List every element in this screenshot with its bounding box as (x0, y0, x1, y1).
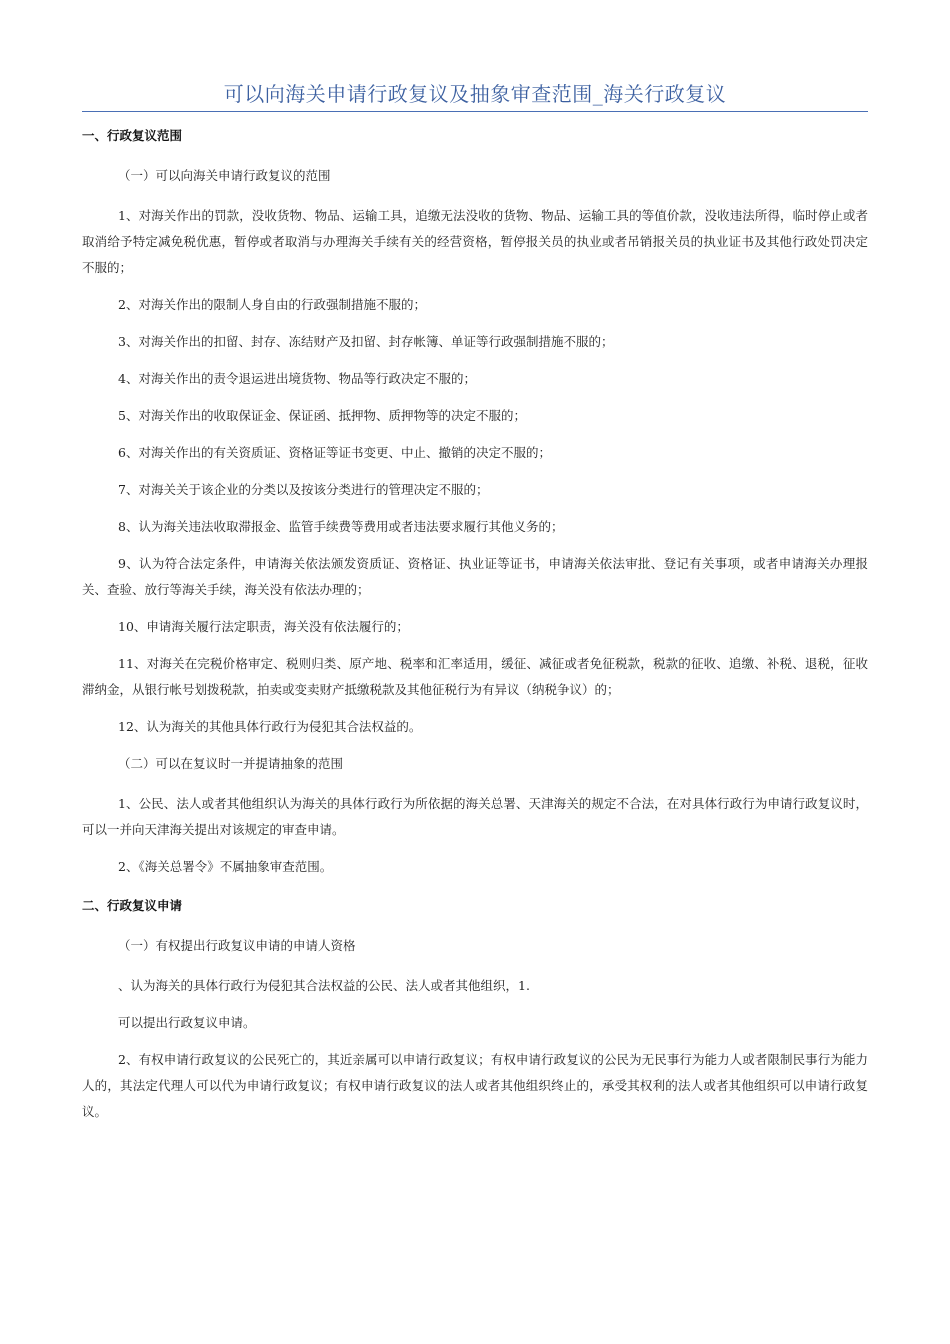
subsection-heading-1-2: （二）可以在复议时一并提请抽象的范围 (118, 756, 344, 771)
list-item: 1、公民、法人或者其他组织认为海关的具体行政行为所依据的海关总署、天津海关的规定不合法，在对具体行政行为申请行政复议时，可以一并向天津海关提出对该规定的审查申请。 (82, 796, 868, 837)
list-item: 1、对海关作出的罚款，没收货物、物品、运输工具，追缴无法没收的货物、物品、运输工具的等值价款，没收违法所得，临时停止或者取消给予特定减免税优惠，暂停或者取消与办理海关手续有关的经营资格，暂停报关员的执业或者吊销报关员的执业证书及其他行政处罚决定不服的； (82, 208, 868, 275)
list-item: 9、认为符合法定条件，申请海关依法颁发资质证、资格证、执业证等证书，申请海关依法审批、登记有关事项，或者申请海关办理报关、查验、放行等海关手续，海关没有依法办理的； (82, 556, 868, 597)
section-heading-2: 二、行政复议申请 (82, 898, 183, 913)
list-item: 2、对海关作出的限制人身自由的行政强制措施不服的； (118, 297, 426, 312)
subsection-heading-2-1: （一）有权提出行政复议申请的申请人资格 (118, 938, 356, 953)
list-item: 、认为海关的具体行政行为侵犯其合法权益的公民、法人或者其他组织，1. (118, 978, 530, 993)
list-item: 12、认为海关的其他具体行政行为侵犯其合法权益的。 (118, 719, 422, 734)
subsection-heading-1-1: （一）可以向海关申请行政复议的范围 (118, 168, 331, 183)
document-body (82, 128, 868, 1141)
title-underline (82, 111, 868, 112)
list-item: 7、对海关关于该企业的分类以及按该分类进行的管理决定不服的； (118, 482, 489, 497)
list-item: 10、申请海关履行法定职责，海关没有依法履行的； (118, 619, 409, 634)
list-item: 11、对海关在完税价格审定、税则归类、原产地、税率和汇率适用，缓征、减征或者免征税款，税款的征收、追缴、补税、退税，征收滞纳金，从银行帐号划拨税款，拍卖或变卖财产抵缴税款及其他征税行为有异议（纳税争议）的； (82, 656, 868, 697)
list-item: 3、对海关作出的扣留、封存、冻结财产及扣留、封存帐簿、单证等行政强制措施不服的； (118, 334, 614, 349)
list-item: 6、对海关作出的有关资质证、资格证等证书变更、中止、撤销的决定不服的； (118, 445, 551, 460)
list-item: 8、认为海关违法收取滞报金、监管手续费等费用或者违法要求履行其他义务的； (118, 519, 564, 534)
document-title: 可以向海关申请行政复议及抽象审查范围_海关行政复议 (223, 82, 727, 106)
list-item: 5、对海关作出的收取保证金、保证函、抵押物、质押物等的决定不服的； (118, 408, 526, 423)
list-item: 2、有权申请行政复议的公民死亡的，其近亲属可以申请行政复议；有权申请行政复议的公民为无民事行为能力人或者限制民事行为能力人的，其法定代理人可以代为申请行政复议；有权申请行政复议的法人或者其他组织终止的，承受其权利的法人或者其他组织可以申请行政复议。 (82, 1052, 868, 1119)
list-item: 4、对海关作出的责令退运进出境货物、物品等行政决定不服的； (118, 371, 476, 386)
section-heading-1: 一、行政复议范围 (82, 128, 183, 143)
list-item: 可以提出行政复议申请。 (118, 1015, 256, 1030)
list-item: 2、《海关总署令》不属抽象审查范围。 (118, 859, 333, 874)
